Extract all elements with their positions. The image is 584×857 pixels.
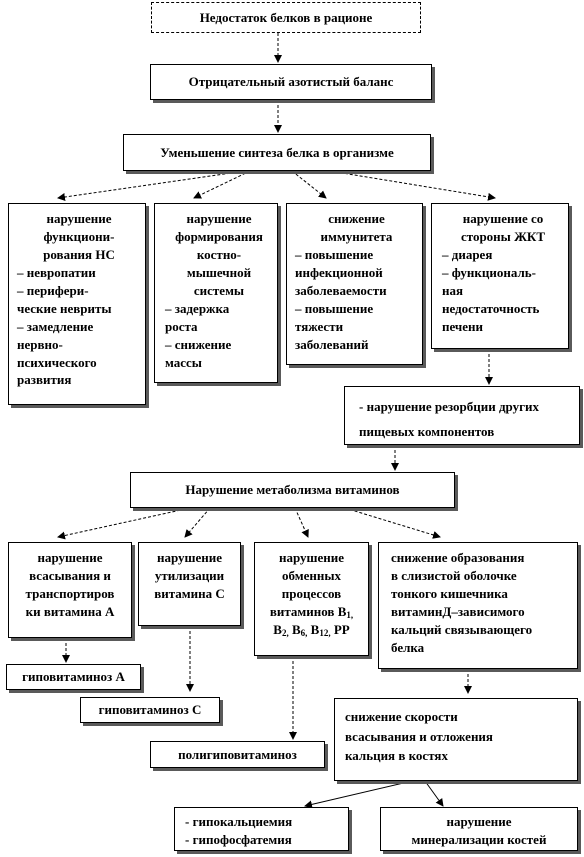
- ns-title-line: нарушение: [46, 211, 112, 226]
- bone-title-line: костно-: [196, 246, 242, 262]
- vita-box: [8, 542, 132, 638]
- arrow-speed-to-mineral: [425, 781, 443, 806]
- vitmeta-label: Нарушение метаболизма витаминов: [185, 482, 400, 498]
- arrow-vitmeta-to-vitA: [58, 508, 190, 537]
- resorb-line: - нарушение резорбции других: [359, 399, 540, 414]
- immun-item: заболеваемости: [295, 282, 387, 298]
- synthesis-label: Уменьшение синтеза белка в организме: [160, 144, 394, 160]
- vitb-line: [257, 621, 366, 639]
- hypoca-line: - гипофосфатемия: [185, 831, 292, 847]
- ns-item: – невропатии: [17, 264, 96, 280]
- mineral-line: нарушение: [446, 814, 512, 829]
- vitc-line: нарушение: [156, 550, 223, 565]
- vitb-line-text: РР: [330, 622, 350, 638]
- immun-item: – повышение: [295, 246, 374, 262]
- immun-title-line: иммунитета: [320, 228, 393, 244]
- gut-item: печени: [442, 318, 484, 334]
- ns-item: – замедление: [17, 318, 94, 334]
- bone-title-line: системы: [193, 282, 245, 298]
- immun-item: инфекционной: [295, 264, 383, 280]
- arrow-vitmeta-to-vitC: [185, 508, 210, 537]
- ns-item: психического: [17, 354, 97, 370]
- vitb-box: [254, 542, 369, 656]
- immun-item: заболеваний: [295, 336, 369, 352]
- bone-title: [165, 210, 273, 300]
- calbind-line: белка: [391, 639, 425, 655]
- calbind-line: кальций связывающего: [391, 621, 533, 637]
- hypoca-line: - гипокальциемия: [185, 814, 293, 829]
- speed-line: кальция в костях: [345, 748, 448, 763]
- ns-item: – перифери-: [17, 282, 89, 298]
- top-box: [151, 2, 421, 33]
- immun-item: – повышение: [295, 300, 374, 316]
- bone-title-line: мышечной: [186, 264, 252, 280]
- gut-box: [431, 203, 569, 349]
- immun-item: тяжести: [295, 318, 344, 334]
- hypoa-label: гиповитаминоз А: [22, 669, 125, 685]
- vitb-line-text: В: [288, 622, 301, 638]
- vitb-sub: 6,: [300, 628, 308, 639]
- vita-line: всасывания и: [29, 567, 111, 583]
- hypoa-box: [6, 664, 141, 690]
- calbind-line: витаминД–зависимого: [391, 603, 525, 619]
- vita-line: транспортиров: [25, 585, 115, 601]
- speed-line: всасывания и отложения: [345, 728, 493, 744]
- speed-box: [334, 698, 578, 781]
- calbind-line: тонкого кишечника: [391, 585, 508, 601]
- bone-box: [154, 203, 278, 383]
- ns-title: [17, 210, 141, 264]
- ns-box: [8, 203, 146, 405]
- vita-line: нарушение: [37, 550, 103, 565]
- ns-title-line: рования НС: [43, 246, 115, 262]
- gut-title: [442, 210, 564, 246]
- ns-item: нервно-: [17, 336, 63, 352]
- vitb-line: [257, 603, 366, 621]
- vitb-line: процессов: [281, 585, 342, 601]
- bone-item: – задержка: [165, 300, 230, 316]
- vitb-sub: 1,: [346, 609, 354, 620]
- vitb-line-text: В: [307, 622, 320, 638]
- gut-item: – функциональ-: [442, 264, 536, 280]
- resorb-box: [344, 386, 580, 445]
- calbind-line: в слизистой оболочке: [391, 567, 517, 583]
- immun-title-line: снижение: [328, 211, 385, 226]
- balance-box: [150, 64, 432, 100]
- ns-item: развития: [17, 372, 72, 388]
- arrow-synthesis-to-gut: [330, 171, 495, 198]
- synthesis-box: [123, 134, 431, 171]
- hypoc-box: [80, 697, 220, 723]
- immun-title: [295, 210, 418, 246]
- bone-item: – снижение: [165, 336, 232, 352]
- gut-item: недостаточность: [442, 300, 540, 316]
- calbind-box: [378, 542, 578, 669]
- vita-line: ки витамина А: [25, 603, 115, 619]
- bone-item: роста: [165, 318, 198, 334]
- arrow-vitmeta-to-vitB: [295, 508, 308, 537]
- gut-title-line: нарушение со: [462, 211, 544, 226]
- bone-title-line: формирования: [175, 228, 263, 244]
- mineral-line: минерализации костей: [411, 831, 547, 847]
- vitb-sub: 2,: [281, 628, 289, 639]
- gut-item: – диарея: [442, 246, 493, 262]
- arrow-synthesis-to-immun: [292, 171, 326, 198]
- arrow-vitmeta-to-calbind: [345, 508, 440, 537]
- vitb-line-text: В: [273, 622, 282, 638]
- resorb-line: пищевых компонентов: [359, 423, 495, 439]
- vitc-line: витамина С: [154, 585, 225, 601]
- mineral-box: [380, 807, 578, 851]
- balance-label: Отрицательный азотистый баланс: [188, 74, 394, 90]
- vitc-line: утилизации: [154, 567, 225, 583]
- arrow-speed-to-hypoca: [305, 781, 412, 806]
- vitb-line-text: витаминов В: [269, 603, 347, 619]
- poly-box: [150, 741, 325, 768]
- vitmeta-box: [130, 472, 455, 508]
- calbind-line: снижение образования: [391, 550, 525, 565]
- vitb-line: нарушение: [278, 550, 345, 565]
- vitc-box: [138, 542, 241, 626]
- top-label: Недостаток белков в рационе: [199, 9, 373, 25]
- poly-label: полигиповитаминоз: [178, 746, 297, 762]
- hypoc-label: гиповитаминоз С: [98, 702, 202, 718]
- arrow-synthesis-to-bone: [194, 171, 250, 198]
- immun-box: [286, 203, 423, 365]
- vitb-sub: 12,: [319, 628, 331, 639]
- gut-title-line: стороны ЖКТ: [460, 228, 546, 244]
- vitb-line: обменных: [282, 567, 341, 583]
- ns-item: ческие невриты: [17, 300, 112, 316]
- bone-title-line: нарушение: [186, 211, 252, 226]
- gut-item: ная: [442, 282, 464, 298]
- speed-line: снижение скорости: [345, 709, 458, 724]
- hypoca-box: [174, 807, 349, 851]
- bone-item: массы: [165, 354, 202, 370]
- ns-title-line: функциони-: [43, 228, 115, 244]
- arrow-synthesis-to-ns: [58, 171, 245, 198]
